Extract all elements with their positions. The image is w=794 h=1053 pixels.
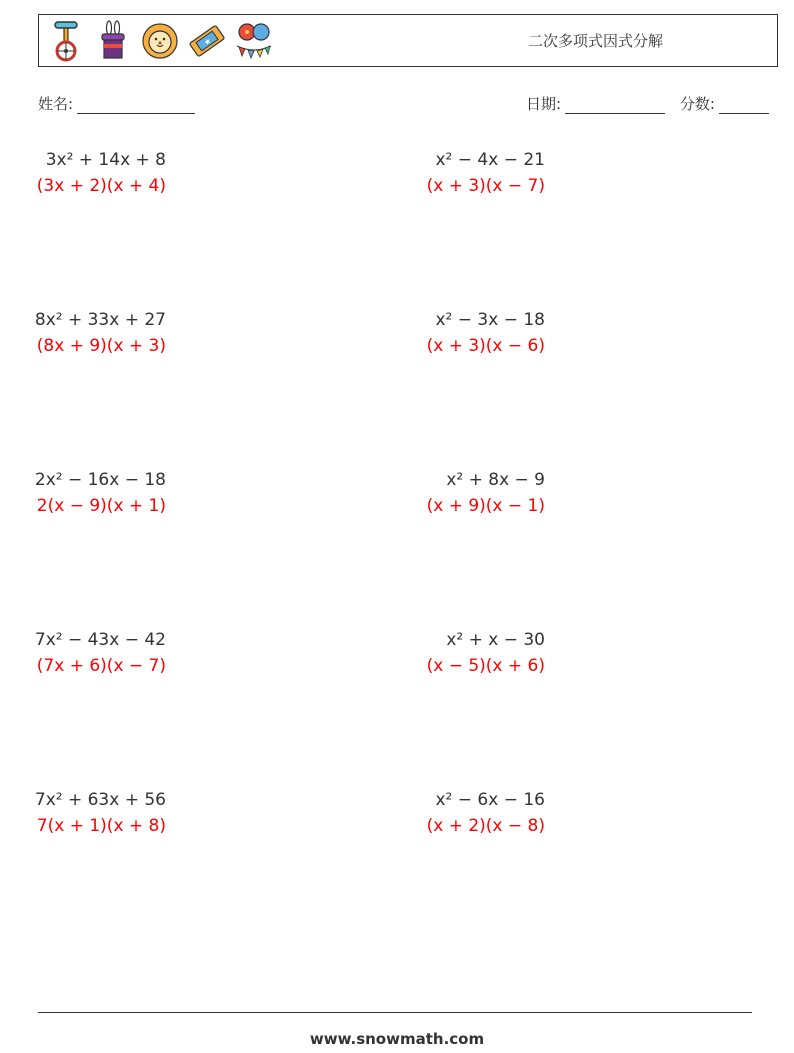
problem-item [35,630,166,676]
problem-answer: (3x + 2)(x + 4) [36,176,166,196]
problem-answer: (x + 9)(x − 1) [426,496,545,516]
problem-question: x² − 4x − 21 [435,150,545,170]
unicycle-icon [47,20,85,62]
date-label: 日期: [526,95,562,113]
problem-answer: 2(x − 9)(x + 1) [36,496,166,516]
name-blank[interactable] [77,98,195,114]
problem-answer: (x + 3)(x − 6) [426,336,545,356]
footer-website: www.snowmath.com [309,1030,485,1048]
score-blank[interactable] [719,98,769,114]
header-icons [47,19,273,63]
problem-question: 2x² − 16x − 18 [34,470,166,490]
balloons-bunting-icon [235,20,273,62]
problem-item [35,310,166,356]
ticket-icon [188,20,226,62]
lion-icon [141,20,179,62]
problem-question: x² − 6x − 16 [435,790,545,810]
name-label: 姓名: [38,95,74,113]
worksheet-title: 二次多项式因式分解 [527,32,663,50]
problem-question: 8x² + 33x + 27 [34,310,166,330]
date-score-fields [526,93,769,114]
problem-question: 3x² + 14x + 8 [45,150,166,170]
worksheet-header [38,14,778,67]
problem-item [427,310,545,356]
problem-answer: (8x + 9)(x + 3) [36,336,166,356]
problem-item [427,790,545,836]
problem-item [35,470,166,516]
problem-item [37,150,166,196]
problem-answer: (x + 2)(x − 8) [426,816,545,836]
problem-item [427,470,545,516]
problem-answer: (x + 3)(x − 7) [426,176,545,196]
problem-item [427,150,545,196]
problem-answer: (x − 5)(x + 6) [426,656,545,676]
problem-question: 7x² + 63x + 56 [34,790,166,810]
name-field [38,93,205,114]
problem-answer: (7x + 6)(x − 7) [36,656,166,676]
score-label: 分数: [679,95,715,113]
problem-item [427,630,545,676]
footer-divider [38,1012,752,1013]
problem-question: x² + x − 30 [446,630,545,650]
problem-item [35,790,166,836]
magic-hat-rabbit-icon [94,20,132,62]
problem-question: 7x² − 43x − 42 [34,630,166,650]
svg-text:★: ★ [202,36,214,48]
problem-question: x² + 8x − 9 [446,470,545,490]
date-blank[interactable] [565,98,665,114]
problem-question: x² − 3x − 18 [435,310,545,330]
problem-answer: 7(x + 1)(x + 8) [36,816,166,836]
